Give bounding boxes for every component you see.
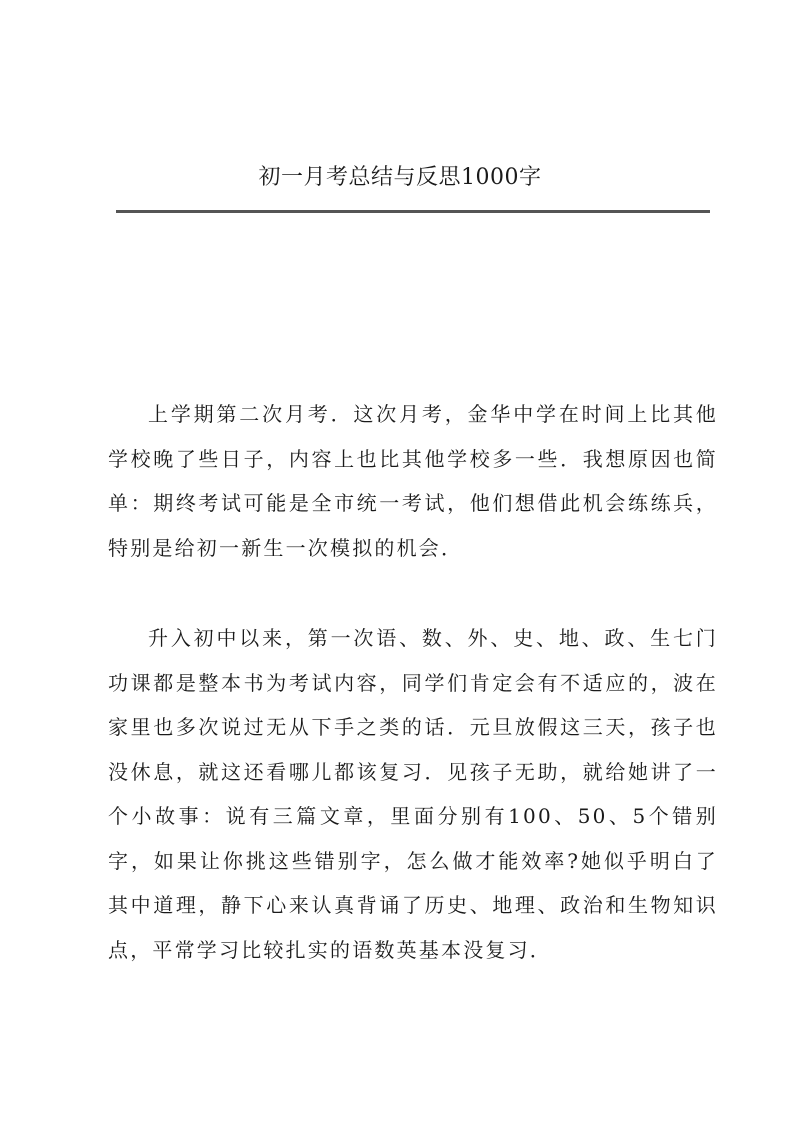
paragraph-1: 上学期第二次月考．这次月考，金华中学在时间上比其他学校晚了些日子，内容上也比其他学校多一些．我想原因也简单：期终考试可能是全市统一考试，他们想借此机会练练兵，特别是给初一新生一次模拟的机会． — [108, 402, 718, 560]
paragraph-2: 升入初中以来，第一次语、数、外、史、地、政、生七门功课都是整本书为考试内容，同学们肯定会有不适应的，波在家里也多次说过无从下手之类的话．元旦放假这三天，孩子也没休息，就这还看哪儿都该复习．见孩子无助，就给她讲了一个小故事：说有三篇文章，里面分别有100、50、5个错别字，如果让你挑这些错别字，怎么做才能效率?她似乎明白了其中道理，静下心来认真背诵了历史、地理、政治和生物知识点，平常学习比较扎实的语数英基本没复习． — [108, 626, 718, 962]
title-divider — [116, 210, 710, 213]
document-body — [108, 392, 718, 1018]
document-title: 初一月考总结与反思1000字 — [258, 165, 542, 190]
